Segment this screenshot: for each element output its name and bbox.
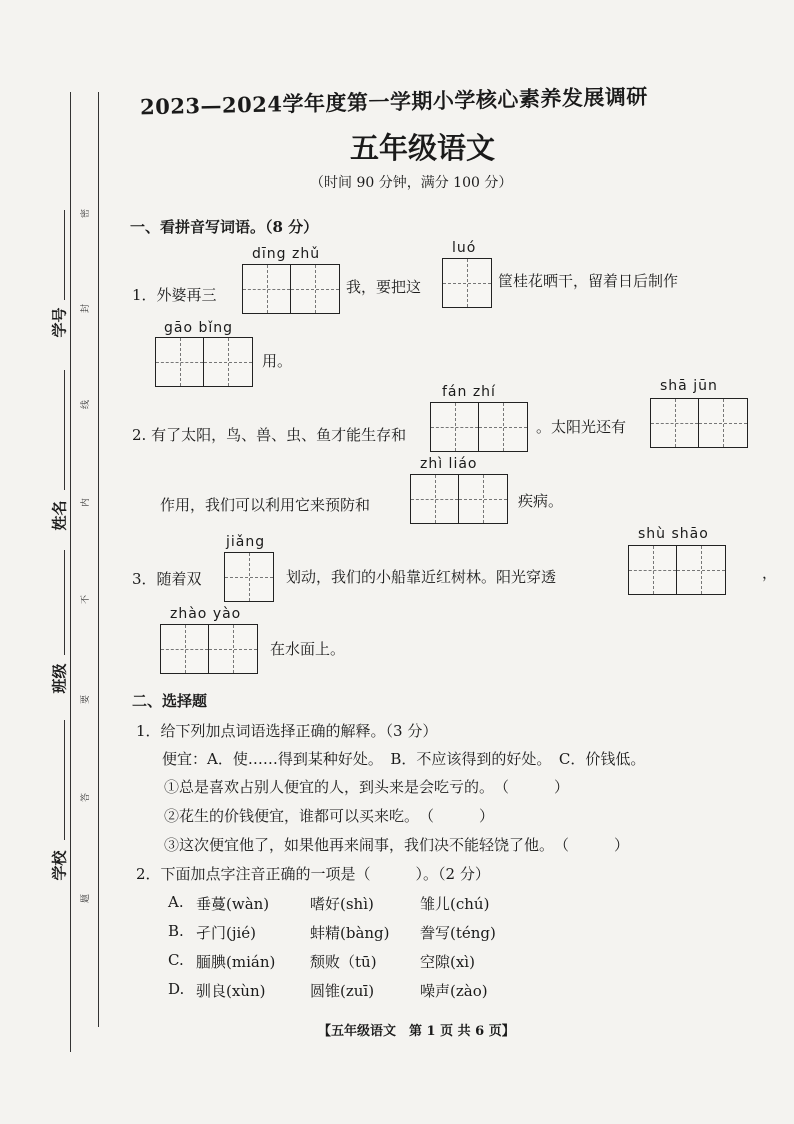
- q2-text-c: 作用，我们可以利用它来预防和: [160, 496, 371, 514]
- seal-char-6: 要: [81, 694, 92, 705]
- q3-answer-box-2[interactable]: [628, 545, 726, 595]
- s2-q1-sentence-1: ①总是喜欢占别人便宜的人，到头来是会吃亏的。 （ ）: [164, 778, 570, 796]
- q3-text-d: 在水面上。: [270, 640, 346, 658]
- q2-text-d: 疾病。: [518, 492, 564, 510]
- seal-char-2: 封: [81, 303, 92, 314]
- q3-pinyin-2: shù shāo: [638, 526, 709, 542]
- name-line: [64, 370, 66, 490]
- s2-q1-sentence-2: ②花生的价钱便宜，谁都可以买来吃。 （ ）: [164, 807, 495, 825]
- exam-info: （时间 90 分钟，满分 100 分）: [310, 175, 513, 191]
- student-id-line: [64, 210, 66, 300]
- option-letter: B.: [168, 922, 184, 940]
- option-word: 圆锥(zuī): [310, 982, 375, 1000]
- option-letter: D.: [168, 980, 185, 998]
- option-word: 孑门(jié): [196, 924, 257, 942]
- q2-text-b: 。太阳光还有: [536, 418, 627, 436]
- option-letter: A.: [168, 893, 184, 911]
- exam-title: 2023—2024学年度第一学期小学核心素养发展调研: [139, 83, 649, 120]
- class-line: [64, 550, 66, 655]
- option-word: 驯良(xùn): [196, 982, 266, 1000]
- option-word: 空隙(xì): [420, 953, 475, 971]
- subject-title: 五年级语文: [350, 131, 496, 165]
- q1-text-d: 用。: [262, 352, 293, 370]
- binding-line-right: [98, 92, 99, 1027]
- q2-pinyin-3: zhì liáo: [420, 456, 478, 472]
- option-word: 雏儿(chú): [420, 895, 490, 913]
- q3-pinyin-3: zhào yào: [170, 606, 242, 622]
- s2-q1-stem: 1．给下列加点词语选择正确的解释。（3 分）: [136, 722, 438, 740]
- q2-answer-box-2[interactable]: [650, 398, 748, 448]
- q3-text-b: 划动，我们的小船靠近红树林。阳光穿透: [286, 568, 557, 586]
- option-word: 颓败（tū): [310, 953, 377, 971]
- page-footer: 【五年级语文 第 1 页 共 6 页】: [318, 1024, 515, 1039]
- option-word: 蚌精(bàng): [310, 924, 390, 942]
- seal-char-3: 线: [81, 399, 92, 410]
- q1-pinyin-1: dīng zhǔ: [252, 246, 321, 262]
- name-label: 姓名: [50, 500, 69, 531]
- seal-char-7: 答: [81, 792, 92, 803]
- q1-text-c: 筐桂花晒干，留着日后制作: [498, 272, 679, 290]
- q2-answer-box-3[interactable]: [410, 474, 508, 524]
- option-word: 噪声(zào): [420, 982, 488, 1000]
- section2-heading: 二、选择题: [132, 692, 208, 710]
- s2-q1-sentence-3: ③这次便宜他了，如果他再来闹事，我们决不能轻饶了他。 （ ）: [164, 836, 630, 854]
- q1-pinyin-3: gāo bǐng: [164, 320, 234, 336]
- section1-heading: 一、看拼音写词语。（8 分）: [130, 218, 319, 236]
- q3-answer-box-1[interactable]: [224, 552, 274, 602]
- q2-pinyin-2: shā jūn: [660, 378, 718, 394]
- q1-answer-box-2[interactable]: [442, 258, 492, 308]
- seal-char-1: 密: [81, 208, 92, 219]
- q3-answer-box-3[interactable]: [160, 624, 258, 674]
- option-letter: C.: [168, 951, 184, 969]
- student-id-label: 学号: [50, 307, 69, 338]
- school-label: 学校: [50, 850, 69, 881]
- q1-pinyin-2: luó: [452, 240, 477, 256]
- option-word: 垂蔓(wàn): [196, 895, 270, 913]
- q2-text-a: 2. 有了太阳，鸟、兽、虫、鱼才能生存和: [132, 426, 407, 444]
- q1-answer-box-3[interactable]: [155, 337, 253, 387]
- option-word: 嗜好(shì): [310, 895, 374, 913]
- q1-text-a: 1．外婆再三: [132, 286, 217, 304]
- class-label: 班级: [50, 663, 69, 694]
- seal-char-8: 题: [81, 893, 92, 904]
- q3-text-c: ，: [762, 564, 778, 582]
- s2-q2-stem: 2．下面加点字注音正确的一项是（ ）。（2 分）: [136, 865, 490, 883]
- option-word: 誊写(téng): [420, 924, 496, 942]
- option-word: 腼腆(mián): [196, 953, 276, 971]
- binding-line-left: [70, 92, 71, 1052]
- school-line: [64, 720, 66, 840]
- q1-answer-box-1[interactable]: [242, 264, 340, 314]
- seal-char-5: 不: [81, 594, 92, 605]
- q2-answer-box-1[interactable]: [430, 402, 528, 452]
- q2-pinyin-1: fán zhí: [442, 384, 496, 400]
- s2-q1-options: 便宜：A．使……得到某种好处。 B．不应该得到的好处。 C．价钱低。: [162, 750, 646, 768]
- seal-char-4: 内: [81, 497, 92, 508]
- q1-text-b: 我，要把这: [346, 278, 422, 296]
- q3-text-a: 3．随着双: [132, 570, 202, 588]
- q3-pinyin-1: jiǎng: [226, 534, 266, 550]
